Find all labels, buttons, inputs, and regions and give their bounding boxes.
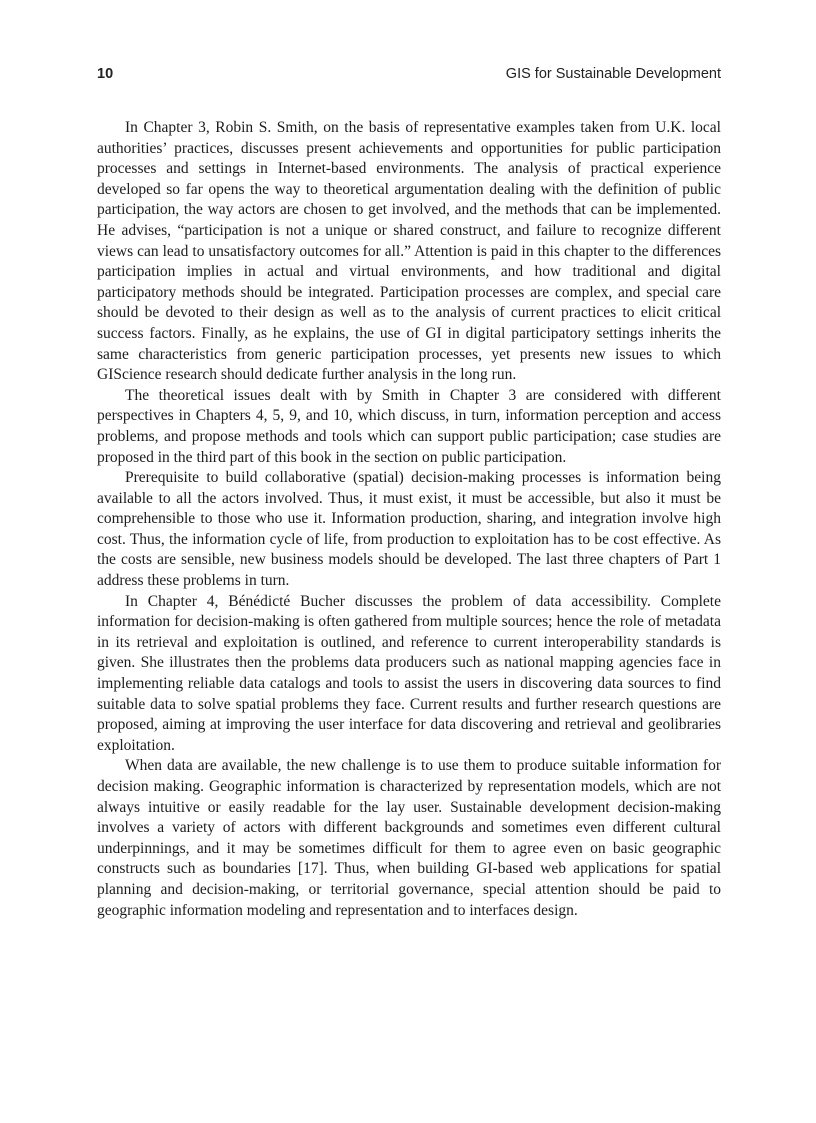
book-page xyxy=(97,66,721,921)
running-title: GIS for Sustainable Development xyxy=(505,66,721,82)
paragraph-chapter-4-bucher: In Chapter 4, Bénédicté Bucher discusses the problem of data accessibility. Complete information for decision-making is often gathered from multiple sources; hence the role of metadata in its retrieval and exploitation is outlined, and reference to current interoperability standards is given. She illustrates then the problems data producers such as national mapping agencies face in implementing reliable data catalogs and tools to assist the users in discovering data sources to find suitable data to solve spatial problems they face. Current results and further research questions are proposed, aiming at improving the user interface for data discovering and retrieval and geolibraries exploitation. xyxy=(97,592,721,754)
paragraph-data-available: When data are available, the new challenge is to use them to produce suitable information for decision making. Geographic information is characterized by representation models, which are not always intuitive or easily readable for the lay user. Sustainable development decision-making involves a variety of actors with different backgrounds and sometimes even different cultural underpinnings, and it may be sometimes difficult for them to agree even on basic geographic constructs such as boundaries [17]. Thus, when building GI-based web applications for spatial planning and decision-making, or territorial governance, special attention should be paid to geographic information modeling and representation and to interfaces design. xyxy=(97,757,721,919)
paragraph-theoretical-issues: The theoretical issues dealt with by Smith in Chapter 3 are considered with different perspectives in Chapters 4, 5, 9, and 10, which discuss, in turn, information perception and access problems, and propose methods and tools which can support public participation; case studies are proposed in the third part of this book in the section on public participation. xyxy=(97,386,721,466)
page-number: 10 xyxy=(97,66,114,82)
paragraph-chapter-3-smith: In Chapter 3, Robin S. Smith, on the basis of representative examples taken from U.K. local authorities’ practices, discusses present achievements and opportunities for public participation processes and settings in Internet-based environments. The analysis of practical experience developed so far opens the way to theoretical argumentation dealing with the definition of public participation, the way actors are chosen to get involved, and the methods that can be implemented. He advises, “participation is not a unique or shared construct, and failure to recognize different views can lead to unsatisfactory outcomes for all.” Attention is paid in this chapter to the differences participation implies in actual and virtual environments, and how traditional and digital participatory methods should be integrated. Participation processes are complex, and special care should be devoted to their design as well as to the analysis of current practices to elicit critical success factors. Finally, as he explains, the use of GI in digital participatory settings inherits the same characteristics from generic participation processes, yet presents new issues to which GIScience research should dedicate further analysis in the long run. xyxy=(97,119,721,384)
paragraph-prerequisite: Prerequisite to build collaborative (spatial) decision-making processes is information being available to all the actors involved. Thus, it must exist, it must be accessible, but also it must be comprehensible to those who use it. Information production, sharing, and integration involve high cost. Thus, the information cycle of life, from production to exploitation has to be cost effective. As the costs are sensible, new business models should be developed. The last three chapters of Part 1 address these problems in turn. xyxy=(97,469,721,590)
running-head xyxy=(97,66,721,88)
body-text xyxy=(97,118,721,921)
